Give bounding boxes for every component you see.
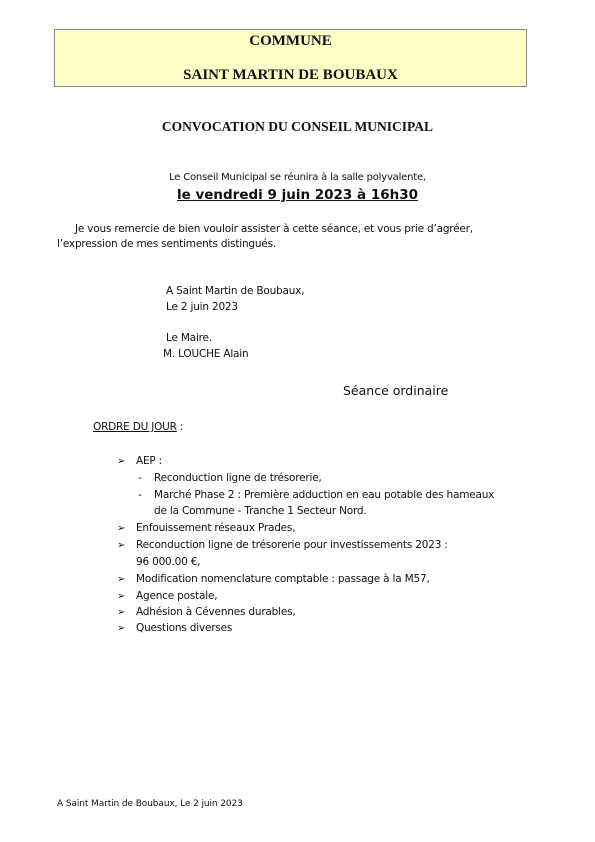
header-commune-name: SAINT MARTIN DE BOUBAUX — [183, 67, 398, 83]
body-text-line-1: Je vous remercie de bien vouloir assister à cette séance, et vous prie d’agréer, — [75, 223, 473, 235]
agenda-heading-label: ORDRE DU JOUR — [93, 421, 177, 433]
body-text-line-2: l’expression de mes sentiments distingués. — [57, 238, 277, 250]
session-type: Séance ordinaire — [343, 383, 449, 398]
agenda-subitem-tresorerie: Reconduction ligne de trésorerie, — [154, 472, 322, 484]
document-title: CONVOCATION DU CONSEIL MUNICIPAL — [161, 119, 434, 134]
arrowhead-bullet-icon: ➢ — [117, 607, 126, 618]
header-commune-label: COMMUNE — [249, 33, 332, 49]
agenda-subitem-marche-line-2: de la Commune - Tranche 1 Secteur Nord. — [154, 505, 367, 517]
agenda-item-investissements-line-2: 96 000.00 €, — [136, 556, 201, 568]
arrowhead-bullet-icon: ➢ — [117, 540, 126, 551]
agenda-item-cevennes: Adhésion à Cévennes durables, — [136, 606, 296, 618]
agenda-heading-colon: : — [176, 421, 184, 433]
arrowhead-bullet-icon: ➢ — [117, 574, 126, 585]
agenda-item-questions: Questions diverses — [136, 622, 233, 634]
arrowhead-bullet-icon: ➢ — [117, 591, 126, 602]
signature-date: Le 2 juin 2023 — [166, 301, 238, 313]
signature-role: Le Maire. — [166, 332, 212, 344]
arrowhead-bullet-icon: ➢ — [117, 523, 126, 534]
agenda-heading — [93, 421, 183, 433]
signature-place: A Saint Martin de Boubaux, — [166, 285, 305, 297]
agenda-item-nomenclature: Modification nomenclature comptable : passage à la M57, — [136, 573, 430, 585]
signature-name: M. LOUCHE Alain — [163, 348, 249, 360]
agenda-item-aep: AEP : — [136, 455, 163, 467]
agenda-item-agence-postale: Agence postale, — [136, 590, 218, 602]
arrowhead-bullet-icon: ➢ — [117, 456, 126, 467]
agenda-item-enfouissement: Enfouissement réseaux Prades, — [136, 522, 296, 534]
dash-bullet: - — [138, 472, 142, 484]
commune-header — [54, 29, 527, 87]
meeting-date: le vendredi 9 juin 2023 à 16h30 — [176, 187, 419, 203]
agenda-subitem-marche-line-1: Marché Phase 2 : Première adduction en eau potable des hameaux — [154, 489, 495, 501]
arrowhead-bullet-icon: ➢ — [117, 623, 126, 634]
meeting-location-text: Le Conseil Municipal se réunira à la salle polyvalente, — [169, 172, 426, 183]
footer-text: A Saint Martin de Boubaux, Le 2 juin 2023 — [57, 799, 243, 809]
agenda-item-investissements-line-1: Reconduction ligne de trésorerie pour investissements 2023 : — [136, 539, 448, 551]
dash-bullet: - — [138, 489, 142, 501]
